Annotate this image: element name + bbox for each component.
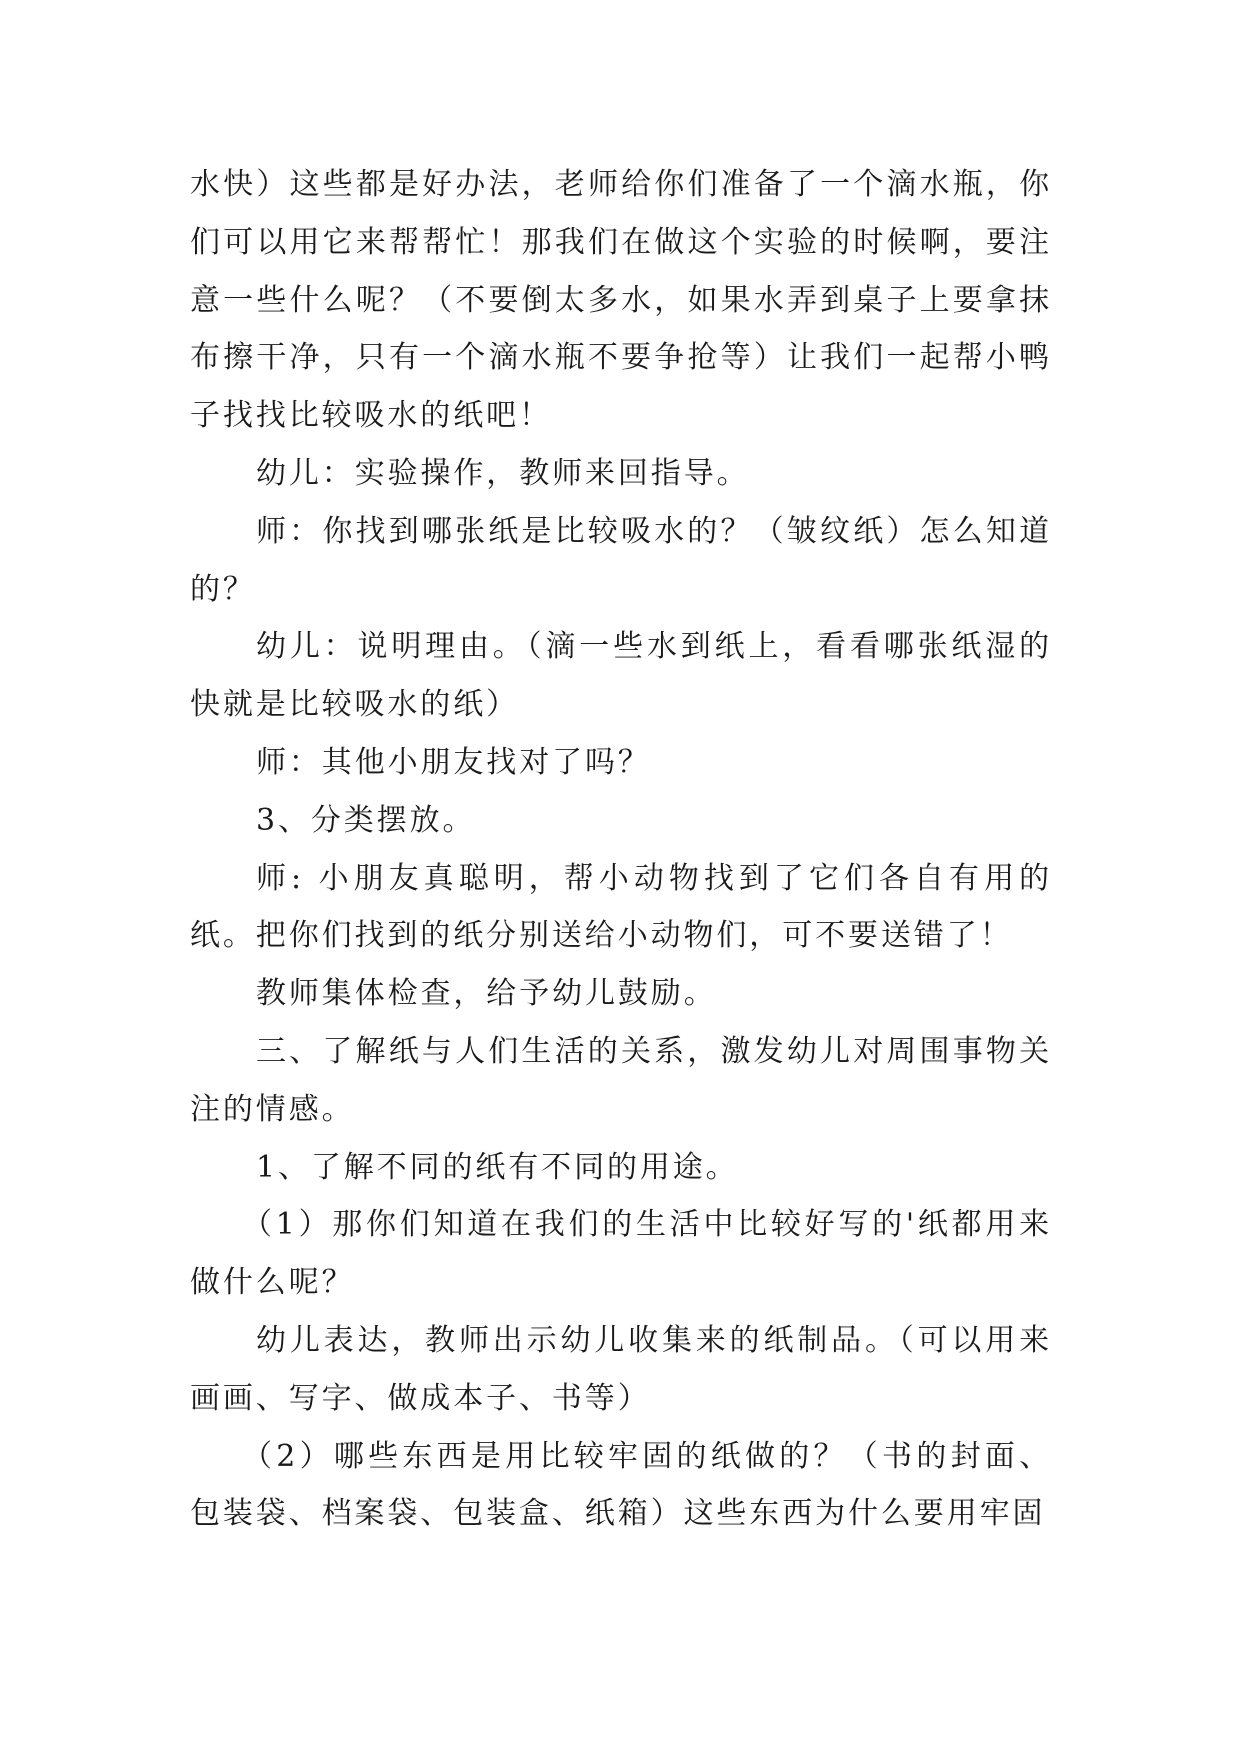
paragraph-question-2: （2）哪些东西是用比较牢固的纸做的？（书的封面、包装袋、档案袋、包装盒、纸箱）这些东西为什么要用牢固	[190, 1438, 1052, 1532]
paragraph-subsection-heading: 1、了解不同的纸有不同的用途。	[256, 1149, 739, 1185]
paragraph-section-heading: 三、了解纸与人们生活的关系，激发幼儿对周围事物关注的情感。	[190, 1033, 1052, 1127]
paragraph-child-express: 幼儿表达，教师出示幼儿收集来的纸制品。（可以用来画画、写字、做成本子、书等）	[190, 1322, 1052, 1416]
paragraph-child-reason: 幼儿：说明理由。（滴一些水到纸上，看看哪张纸湿的快就是比较吸水的纸）	[190, 629, 1052, 723]
document-body	[190, 156, 1052, 1543]
paragraph-teacher-praise: 师: 小朋友真聪明，帮小动物找到了它们各自有用的纸。把你们找到的纸分别送给小动物们，可不要送错了！	[190, 860, 1052, 954]
paragraph-step-heading: 3、分类摆放。	[256, 802, 476, 838]
paragraph-continuation: 水快）这些都是好办法，老师给你们准备了一个滴水瓶，你们可以用它来帮帮忙！那我们在做这个实验的时候啊，要注意一些什么呢？（不要倒太多水，如果水弄到桌子上要拿抹布擦干净，只有一个滴水瓶不要争抢等）让我们一起帮小鸭子找找比较吸水的纸吧！	[190, 167, 1052, 434]
paragraph-teacher-question: 师：你找到哪张纸是比较吸水的？（皱纹纸）怎么知道的？	[190, 513, 1052, 607]
paragraph-question-1: （1）那你们知道在我们的生活中比较好写的'纸都用来做什么呢？	[190, 1207, 1052, 1301]
paragraph-collective-check: 教师集体检查，给予幼儿鼓励。	[256, 976, 717, 1012]
paragraph-child-experiment: 幼儿：实验操作，教师来回指导。	[256, 455, 750, 491]
paragraph-teacher-check: 师：其他小朋友找对了吗？	[256, 744, 651, 780]
